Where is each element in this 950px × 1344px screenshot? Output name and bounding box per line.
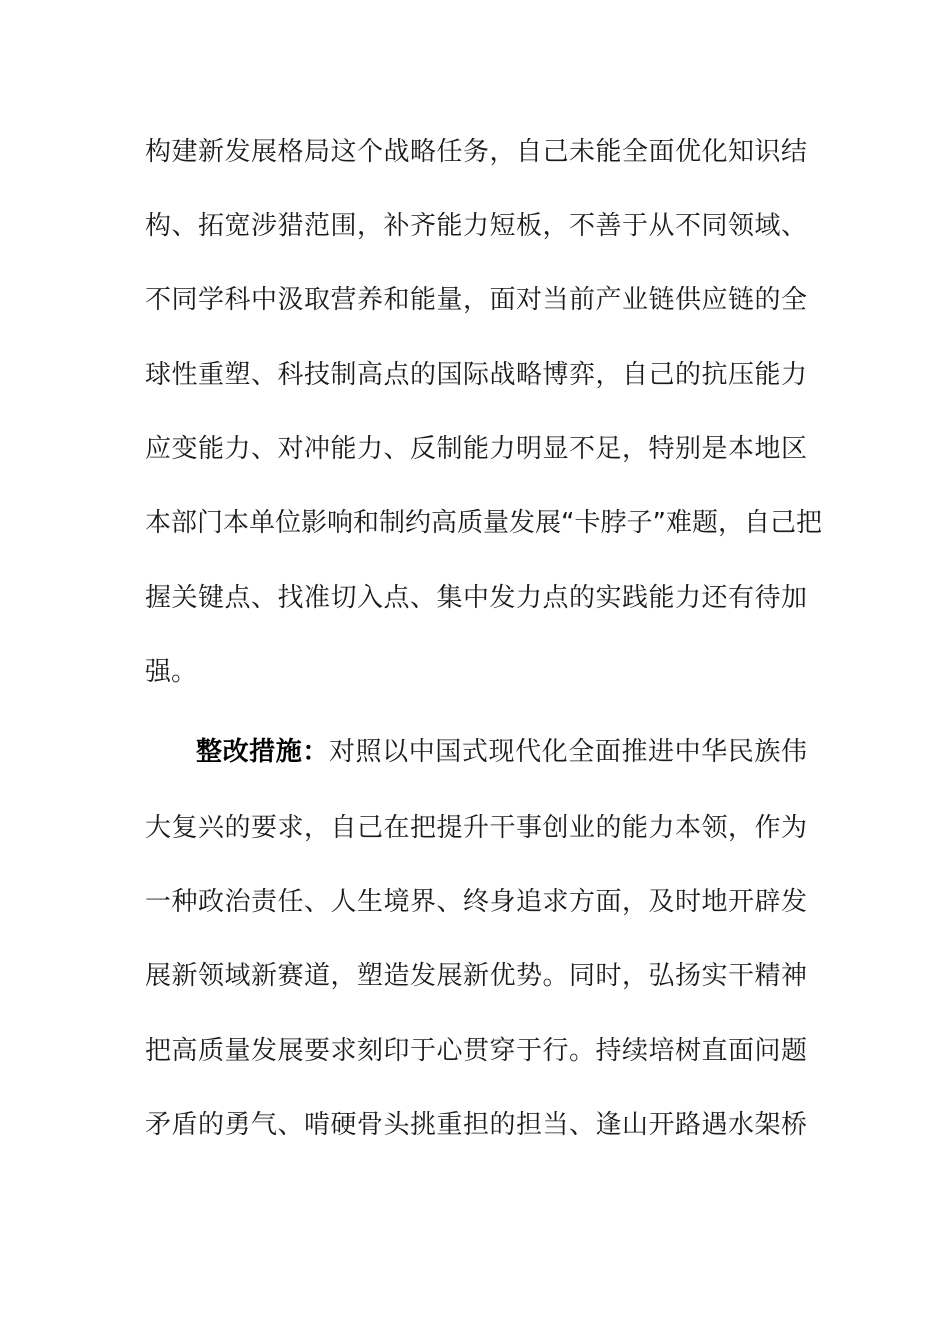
paragraph-line: 构、拓宽涉猎范围，补齐能力短板，不善于从不同领域、 bbox=[145, 211, 807, 241]
paragraph-line: 展新领域新赛道，塑造发展新优势。同时，弘扬实干精神 bbox=[145, 961, 807, 991]
paragraph-line: 一种政治责任、人生境界、终身追求方面，及时地开辟发 bbox=[145, 887, 807, 917]
heading-continuation: 对照以中国式现代化全面推进中华民族伟 bbox=[328, 737, 807, 767]
paragraph-line: 不同学科中汲取营养和能量，面对当前产业链供应链的全 bbox=[145, 285, 807, 315]
paragraph-line: 握关键点、找准切入点、集中发力点的实践能力还有待加 bbox=[145, 583, 807, 613]
paragraph-line: 强。 bbox=[145, 657, 198, 687]
paragraph-line: 球性重塑、科技制高点的国际战略博弈，自己的抗压能力 bbox=[145, 360, 807, 390]
paragraph-line: 构建新发展格局这个战略任务，自己未能全面优化知识结 bbox=[145, 137, 807, 167]
paragraph-line: 矛盾的勇气、啃硬骨头挑重担的担当、逢山开路遇水架桥 bbox=[145, 1110, 807, 1140]
section-heading: 整改措施： bbox=[196, 737, 329, 767]
paragraph-line: 本部门本单位影响和制约高质量发展“卡脖子”难题，自己把 bbox=[145, 508, 822, 538]
paragraph-line: 大复兴的要求，自己在把提升干事创业的能力本领，作为 bbox=[145, 813, 807, 843]
paragraph-line: 应变能力、对冲能力、反制能力明显不足，特别是本地区 bbox=[145, 434, 807, 464]
paragraph-line: 把高质量发展要求刻印于心贯穿于行。持续培树直面问题 bbox=[145, 1036, 807, 1066]
paragraph-first-line bbox=[196, 732, 807, 772]
